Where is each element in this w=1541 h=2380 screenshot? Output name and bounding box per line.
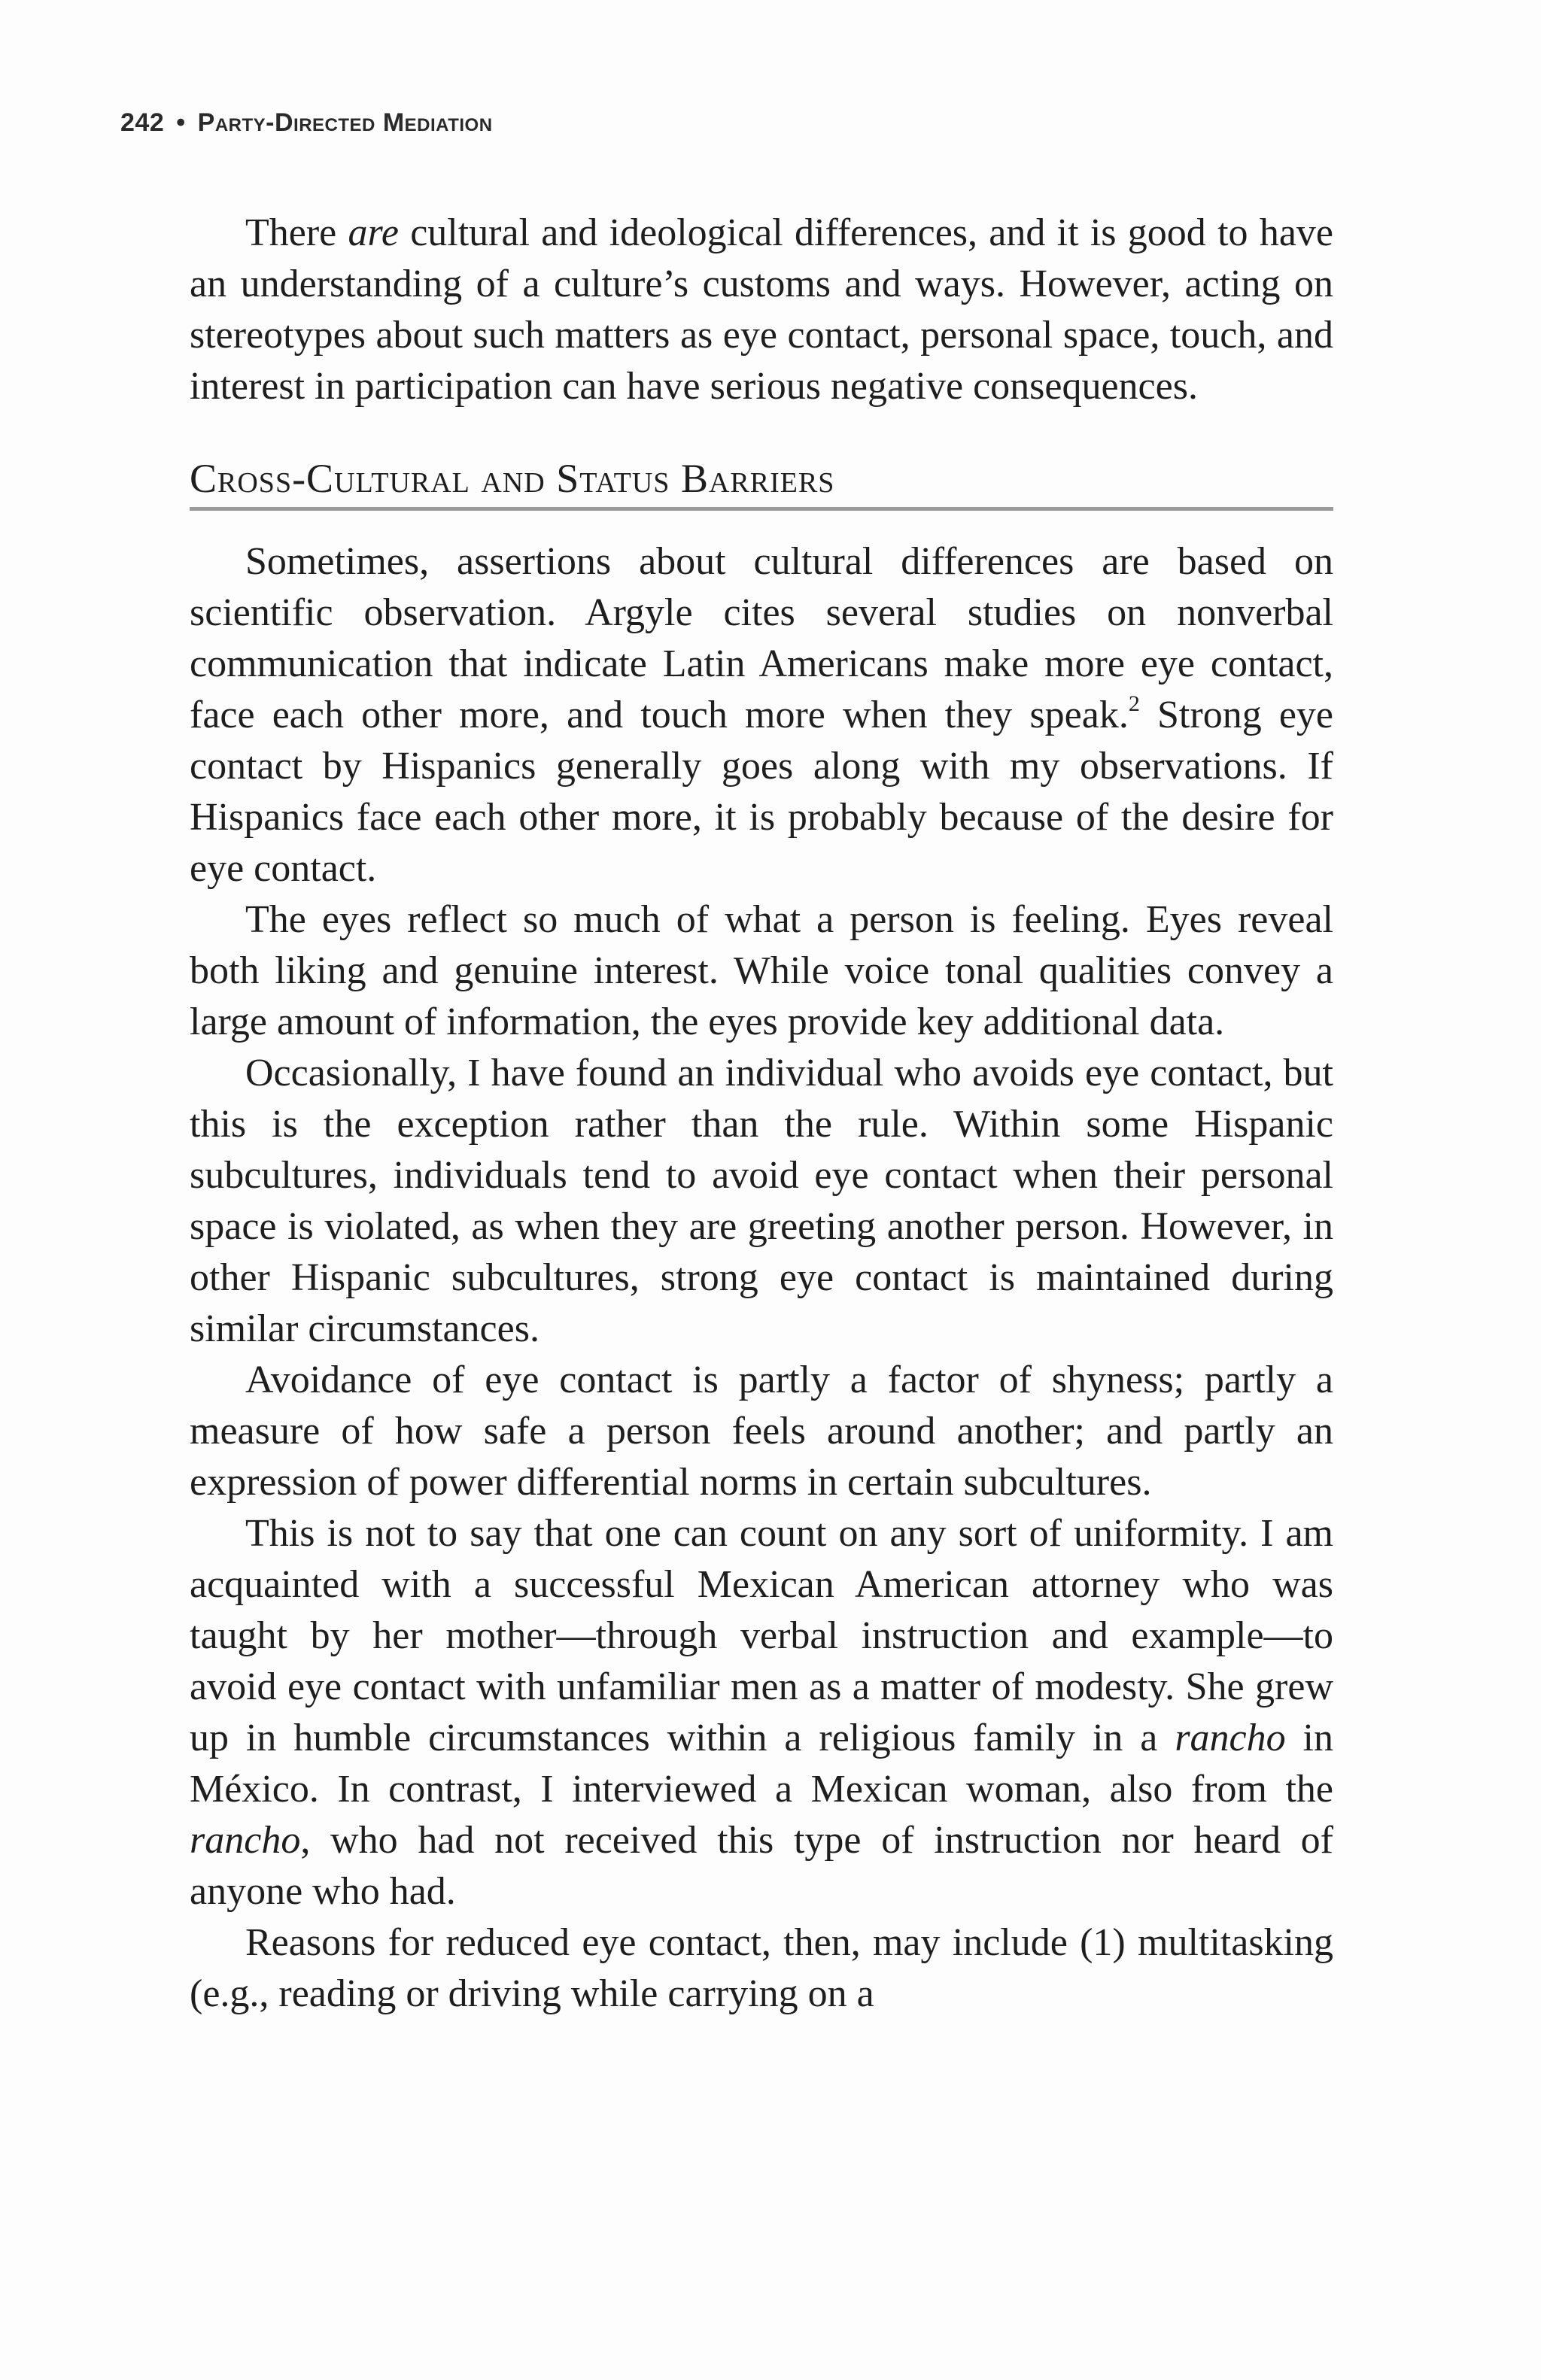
- paragraph-1: [190, 536, 1333, 894]
- paragraph-4: Avoidance of eye contact is partly a factor of shyness; partly a measure of how safe a person feels around another; and partly an expression of power differential norms in certain subcultures.: [190, 1358, 1333, 1504]
- intro-text-start: There: [245, 211, 348, 254]
- paragraph-5-text-c: , who had not received this type of instruction nor heard of anyone who had.: [190, 1819, 1333, 1913]
- paragraph-5-text-b: in México. In contrast, I interviewed a Mexican woman, also from the: [190, 1717, 1334, 1811]
- paragraph-5: [190, 1508, 1333, 1917]
- paragraph-3: Occasionally, I have found an individual who avoids eye contact, but this is the exception rather than the rule. Within some Hispanic subcultures, individuals tend to avoid eye contact when their personal space is violated, as when they are greeting another person. However, in other Hispanic subcultures, strong eye contact is maintained during similar circumstances.: [190, 1052, 1333, 1350]
- paragraph-1-text: Sometimes, assertions about cultural differences are based on scientific observation. Argyle cites several studies on nonverbal communication that indicate Latin Americans make more eye contact, face each other more, and touch more when they speak.: [190, 540, 1333, 736]
- intro-paragraph: [190, 208, 1333, 412]
- paragraph-1-text-continued: Strong eye contact by Hispanics generally goes along with my observations. If Hispanics face each other more, it is probably because of the desire for eye contact.: [190, 694, 1334, 890]
- footnote-marker: 2: [1128, 691, 1140, 716]
- intro-italic: are: [348, 211, 399, 254]
- section-heading: Cross-Cultural and Status Barriers: [190, 454, 1333, 511]
- italic-rancho-1: rancho: [1175, 1717, 1286, 1759]
- header-separator: •: [176, 108, 186, 137]
- page-number: 242: [120, 108, 165, 137]
- paragraph-5-text-a: This is not to say that one can count on any sort of uniformity. I am acquainted with a successful Mexican American attorney who was taught by her mother—through verbal instruction and example—to avoid eye contact with unfamiliar men as a matter of modesty. She grew up in humble circumstances within a religious family in a: [190, 1512, 1333, 1759]
- body-text: [190, 208, 1333, 2020]
- italic-rancho-2: rancho: [190, 1819, 301, 1862]
- intro-text-end: cultural and ideological differences, and it is good to have an understanding of a culture’s customs and ways. However, acting on stereotypes about such matters as eye contact, personal space, touch, and interest in participation can have serious negative consequences.: [190, 211, 1333, 408]
- paragraph-2: The eyes reflect so much of what a person is feeling. Eyes reveal both liking and genuine interest. While voice tonal qualities convey a large amount of information, the eyes provide key additional data.: [190, 898, 1333, 1043]
- running-title: Party-Directed Mediation: [197, 108, 493, 137]
- running-head: [120, 108, 493, 138]
- paragraph-6: Reasons for reduced eye contact, then, may include (1) multitasking (e.g., reading or driving while carrying on a: [190, 1921, 1333, 2015]
